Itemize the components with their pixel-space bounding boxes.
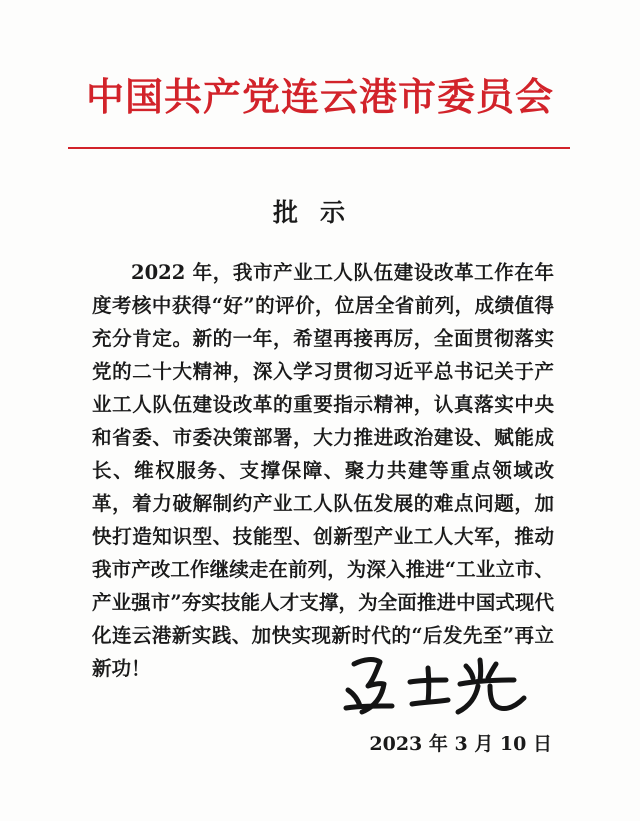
red-divider-line (68, 147, 570, 149)
handwritten-signature (340, 650, 530, 720)
document-title: 批示 (272, 198, 367, 227)
masthead-title: 中国共产党连云港市委员会 (85, 74, 554, 119)
document-body: 2022 年，我市产业工人队伍建设改革工作在年度考核中获得“好”的评价，位居全省前列，成绩值得充分肯定。新的一年，希望再接再厉，全面贯彻落实党的二十大精神，深入学习贯彻习近平总书记关于产业工人队伍建设改革的重要指示精神，认真落实中央和省委、市委决策部署，大力推进政治建设、赋能成长、维权服务、支撑保障、聚力共建等重点领域改革，着力破解制约产业工人队伍发展的难点问题，加快打造知识型、技能型、创新型产业工人大军，推动我市产改工作继续走在前列，为深入推进“工业立市、产业强市”夯实技能人才支撑，为全面推进中国式现代化连云港新实践、加快实现新时代的“后发先至”再立新功！ (92, 261, 554, 680)
document-date: 2023 年 3 月 10 日 (369, 733, 552, 755)
